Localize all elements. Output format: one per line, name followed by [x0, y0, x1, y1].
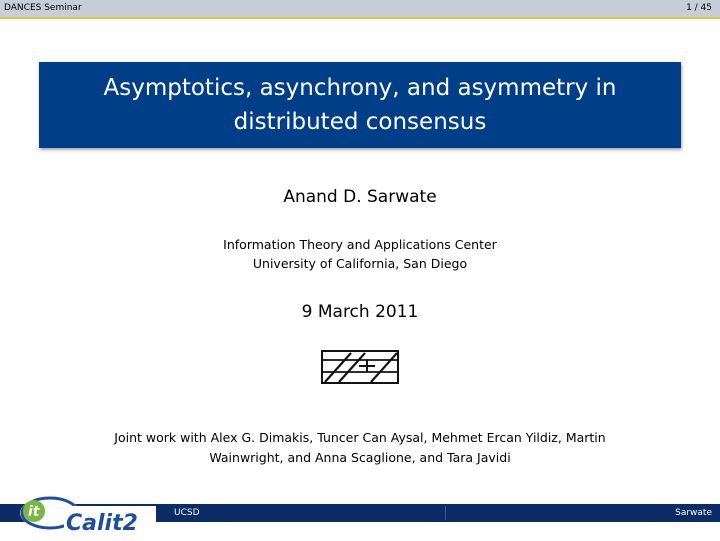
collaborators-line-1: Joint work with Alex G. Dimakis, Tuncer Can Aysal, Mehmet Ercan Yildiz, Martin: [114, 430, 606, 445]
header-bar: [0, 0, 720, 19]
footer-divider: [445, 506, 446, 520]
affiliation: [0, 235, 720, 273]
logo-badge: it: [28, 504, 40, 520]
page-counter: 1 / 45: [686, 3, 712, 13]
logo-text: Calit2: [66, 511, 138, 536]
footer-presenter: Sarwate: [675, 508, 712, 518]
ita-logo-icon: [321, 349, 399, 385]
title-line-2: distributed consensus: [233, 109, 487, 135]
collaborators: [0, 428, 720, 468]
affiliation-line-1: Information Theory and Applications Center: [223, 237, 497, 252]
talk-date: 9 March 2011: [301, 302, 419, 322]
title-line-1: Asymptotics, asynchrony, and asymmetry in: [103, 75, 617, 101]
footer-institution: UCSD: [174, 508, 200, 518]
affiliation-line-2: University of California, San Diego: [252, 256, 468, 271]
title-box: [39, 62, 681, 148]
calit2-logo: [18, 491, 158, 537]
author-name: Anand D. Sarwate: [283, 187, 437, 207]
collaborators-line-2: Wainwright, and Anna Scaglione, and Tara Javidi: [209, 450, 511, 465]
seminar-name: DANCES Seminar: [4, 3, 82, 13]
